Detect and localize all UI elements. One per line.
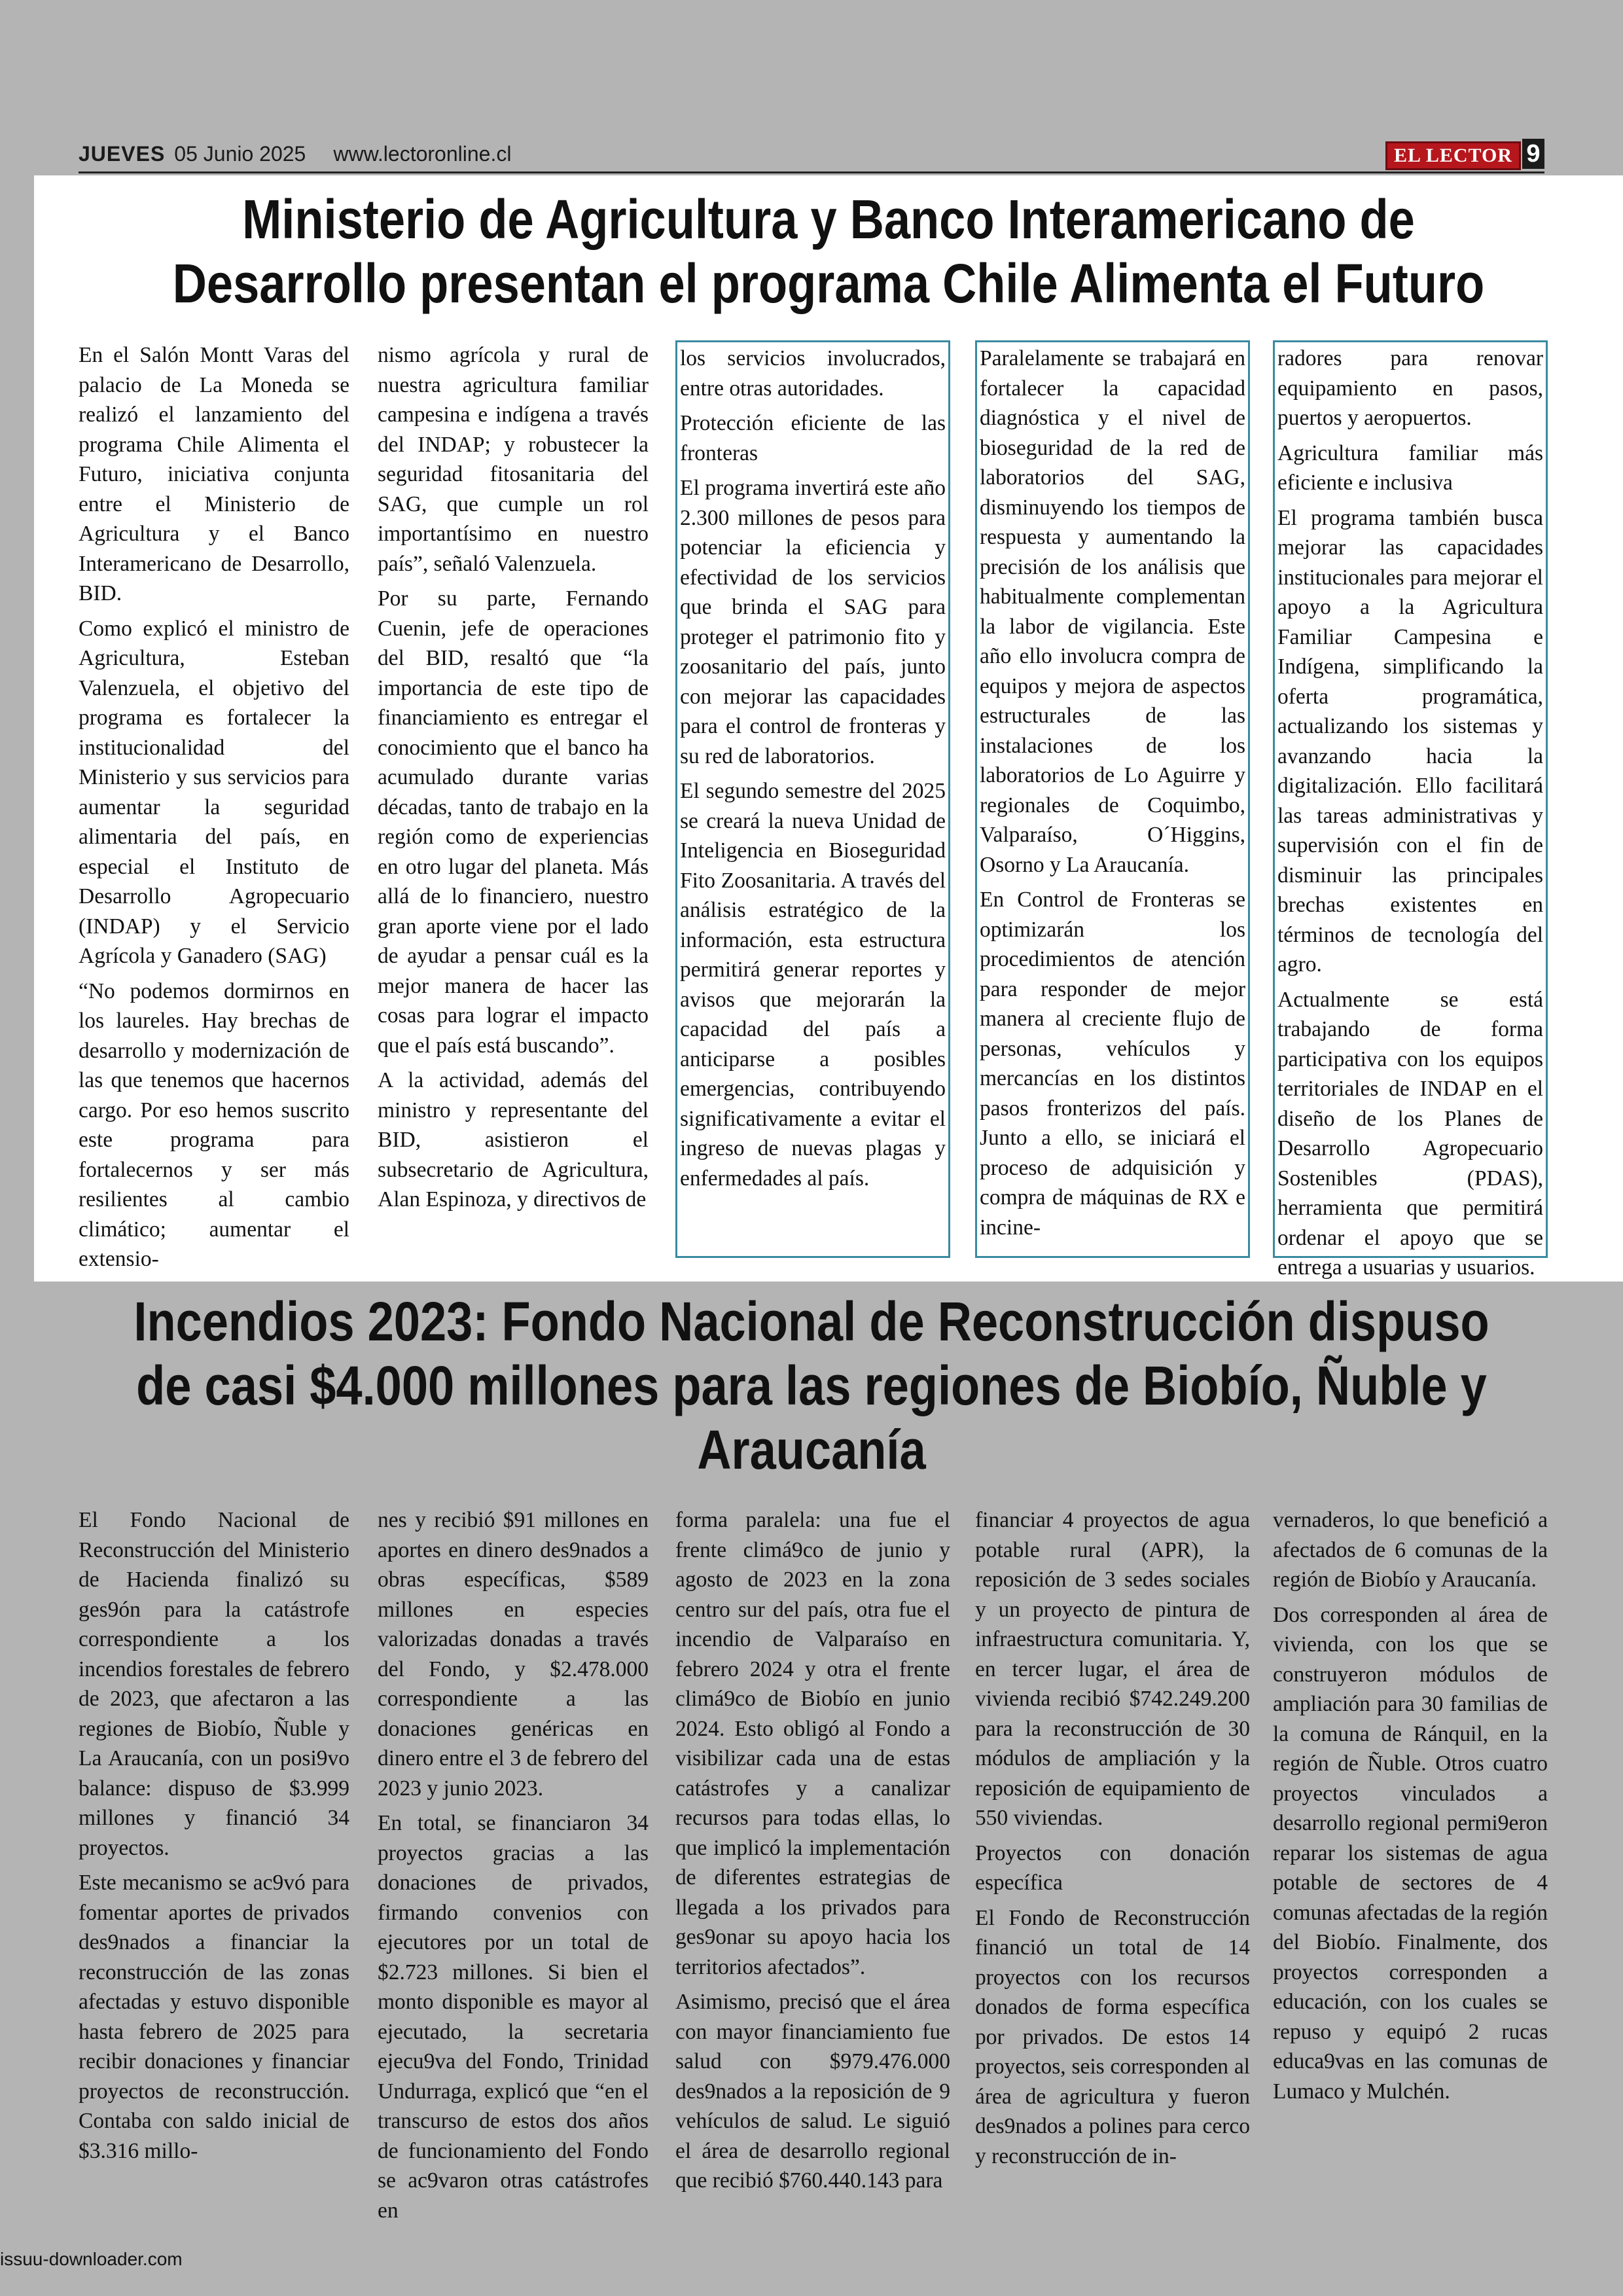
article-2-column-5	[1273, 1505, 1548, 2212]
paragraph: Por su parte, Fernando Cuenin, jefe de operaciones del BID, resaltó que “la importancia de este tipo de financiamiento es entregar el conocimiento que el banco ha acumulado durante varias décadas, tanto de trabajo en la región como de experiencias en otro lugar del planeta. Más allá de lo financiero, nuestro gran aporte viene por el lado de ayudar a pensar cuál es la mejor manera de hacer las cosas para lograr el impacto que el país está buscando”.	[378, 586, 649, 1058]
paragraph: Asimismo, precisó que el área con mayor financiamiento fue salud con $979.476.000 des9nados a la reposición de 9 vehículos de salud. Le siguió el área de desarrollo regional que recibió $760.440.143 para	[675, 1990, 950, 2193]
paragraph: “No podemos dormirnos en los laureles. Hay brechas de desarrollo y modernización de las que tenemos que hacernos cargo. Por eso hemos suscrito este programa para fortalecernos y ser más resilientes al cambio climático; aumentar el extensio-	[79, 978, 349, 1271]
header-rule	[79, 171, 1544, 173]
paragraph: En el Salón Montt Varas del palacio de La Moneda se realizó el lanzamiento del programa Chile Alimenta el Futuro, iniciativa conjunta entre el Ministerio de Agricultura y el Banco Interamericano de Desarrollo, BID.	[79, 343, 349, 605]
paragraph: los servicios involucrados, entre otras autoridades.	[680, 346, 946, 401]
header-day: JUEVES	[79, 141, 166, 166]
article-1-column-1	[79, 340, 349, 1271]
article-1-headline: Ministerio de Agricultura y Banco Interamericano de Desarrollo presentan el programa Chile Alimenta el Futuro	[172, 188, 1485, 314]
paragraph: El programa también busca mejorar las capacidades institucionales para mejorar el apoyo a la Agricultura Familiar Campesina e Indígena, simplificando la oferta programática, actualizando los sistemas y avanzando hacia la digitalización. Ello facilitará las tareas administrativas y supervisión con el fin de disminuir las principales brechas existentes en términos de tecnología del agro.	[1277, 505, 1543, 977]
paragraph: forma paralela: una fue el frente climá9co de junio y agosto de 2023 en la zona centro sur del país, otra fue el incendio de Valparaíso en febrero 2024 y otra el frente climá9co de Biobío en junio 2024. Esto obligó al Fondo a visibilizar cada una de estas catástrofes y a canalizar recursos para todas ellas, lo que implicó la implementación de diferentes estrategias de llegada a los privados para ges9onar su apoyo hacia los territorios afectados”.	[675, 1508, 950, 1979]
paragraph: En Control de Fronteras se optimizarán los procedimientos de atención para responder de mejor manera al creciente flujo de personas, vehículos y mercancías en los distintos pasos fronterizos del país. Junto a ello, se iniciará el proceso de adquisición y compra de máquinas de RX e incine-	[980, 888, 1245, 1240]
paragraph: Proyectos con donación específica	[975, 1840, 1250, 1895]
paragraph: El programa invertirá este año 2.300 millones de pesos para potenciar la eficiencia y efectividad de los servicios que brinda el SAG para proteger el patrimonio fito y zoosanitario del país, junto con mejorar las capacidades para el control de fronteras y su red de laboratorios.	[680, 476, 946, 768]
article-1-column-2	[378, 340, 649, 1258]
paragraph: El Fondo de Reconstrucción financió un total de 14 proyectos con los recursos donados de forma específica por privados. De estos 14 proyectos, seis corresponden al área de agricultura y fueron des9nados a polines para cerco y reconstrucción de in-	[975, 1905, 1250, 2168]
paragraph: vernaderos, lo que benefició a afectados de 6 comunas de la región de Biobío y Araucanía.	[1273, 1508, 1548, 1592]
page-header	[79, 139, 1544, 169]
paragraph: financiar 4 proyectos de agua potable rural (APR), la reposición de 3 sedes sociales y un proyecto de pintura de infraestructura comunitaria. Y, en tercer lugar, el área de vivienda recibió $742.249.200 para la reconstrucción de 30 módulos de ampliación y la reposición de equipamiento de 550 viviendas.	[975, 1508, 1250, 1830]
paragraph: A la actividad, además del ministro y representante del BID, asistieron el subsecretario de Agricultura, Alan Espinoza, y directivos de	[378, 1068, 649, 1211]
paragraph: Protección eficiente de las fronteras	[680, 411, 946, 465]
watermark-footer: issuu-downloader.com	[0, 2249, 183, 2269]
article-2-column-4	[975, 1505, 1250, 2212]
paragraph: Este mecanismo se ac9vó para fomentar aportes de privados des9nados a financiar la reconstrucción de las zonas afectadas y estuvo disponible hasta febrero de 2025 para recibir donaciones y financiar proyectos de reconstrucción. Contaba con saldo inicial de $3.316 millo-	[79, 1871, 349, 2163]
paragraph: Paralelamente se trabajará en fortalecer la capacidad diagnóstica y el nivel de bioseguridad de la red de laboratorios del SAG, disminuyendo los tiempos de respuesta y aumentando la precisión de los análisis que habitualmente complementan la labor de vigilancia. Este año ello involucra compra de equipos y mejora de aspectos estructurales de las instalaciones de los laboratorios de Lo Aguirre y regionales de Coquimbo, Valparaíso, O´Higgins, Osorno y La Araucanía.	[980, 346, 1245, 877]
newspaper-logo: EL LECTOR	[1385, 141, 1521, 170]
article-1-column-4	[975, 340, 1250, 1258]
header-date: 05 Junio 2025	[174, 141, 306, 166]
article-2-column-2	[378, 1505, 649, 2223]
paragraph: El Fondo Nacional de Reconstrucción del Ministerio de Hacienda finalizó su ges9ón para la catástrofe correspondiente a los incendios forestales de febrero de 2023, que afectaron a las regiones de Biobío, Ñuble y La Araucanía, con un posi9vo balance: dispuso de $3.999 millones y financió 34 proyectos.	[79, 1508, 349, 1860]
paragraph: Como explicó el ministro de Agricultura, Esteban Valenzuela, el objetivo del programa es fortalecer la institucionalidad del Ministerio y sus servicios para aumentar la seguridad alimentaria del país, en especial el Instituto de Desarrollo Agropecuario (INDAP) y el Servicio Agrícola y Ganadero (SAG)	[79, 616, 349, 968]
article-1-column-3	[675, 340, 950, 1258]
article-2-column-3	[675, 1505, 950, 2212]
paragraph: nes y recibió $91 millones en aportes en dinero des9nados a obras específicas, $589 millones en especies valorizadas donadas a través del Fondo, y $2.478.000 correspondiente a las donaciones genéricas en dinero entre el 3 de febrero del 2023 y junio 2023.	[378, 1508, 649, 1801]
paragraph: En total, se financiaron 34 proyectos gracias a las donaciones de privados, firmando convenios con ejecutores por un total de $2.723 millones. Si bien el monto disponible es mayor al ejecutado, la secretaria ejecu9va del Fondo, Trinidad Undurraga, explicó que “en el transcurso de estos dos años de funcionamiento del Fondo se ac9varon otras catástrofes en	[378, 1811, 649, 2223]
article-2-column-1	[79, 1505, 349, 2212]
page-number: 9	[1522, 139, 1544, 169]
paragraph: Actualmente se está trabajando de forma participativa con los equipos territoriales de INDAP en el diseño de los Planes de Desarrollo Agropecuario Sostenibles (PDAS), herramienta que permitirá ordenar el apoyo que se entrega a usuarias y usuarios.	[1277, 987, 1543, 1280]
header-url[interactable]: www.lectoronline.cl	[333, 141, 512, 166]
paragraph: radores para renovar equipamiento en pasos, puertos y aeropuertos.	[1277, 346, 1543, 430]
paragraph: Agricultura familiar más eficiente e inclusiva	[1277, 440, 1543, 495]
paragraph: El segundo semestre del 2025 se creará la nueva Unidad de Inteligencia en Bioseguridad Fito Zoosanitaria. A través del análisis estratégico de la información, esta estructura permitirá generar reportes y avisos que mejorarán la capacidad del país a anticiparse a posibles emergencias, contribuyendo significativamente a evitar el ingreso de nuevas plagas y enfermedades al país.	[680, 779, 946, 1191]
article-1-column-5	[1273, 340, 1548, 1280]
article-2-headline: Incendios 2023: Fondo Nacional de Reconstrucción dispuso de casi $4.000 millones para las regiones de Biobío, Ñuble y Araucanía	[134, 1291, 1489, 1480]
paragraph: nismo agrícola y rural de nuestra agricultura familiar campesina e indígena a través del INDAP; y robustecer la seguridad fitosanitaria del SAG, que cumple un rol importantísimo en nuestro país”, señaló Valenzuela.	[378, 343, 649, 576]
paragraph: Dos corresponden al área de vivienda, con los que se construyeron módulos de ampliación para 30 familias de la comuna de Ránquil, en la región de Ñuble. Otros cuatro proyectos vinculados a desarrollo regional permi9eron reparar los sistemas de agua potable de sectores de 4 comunas afectadas de la región del Biobío. Finalmente, dos proyectos corresponden a educación, con los cuales se repuso y equipó 2 rucas educa9vas en las comunas de Lumaco y Mulchén.	[1273, 1602, 1548, 2104]
